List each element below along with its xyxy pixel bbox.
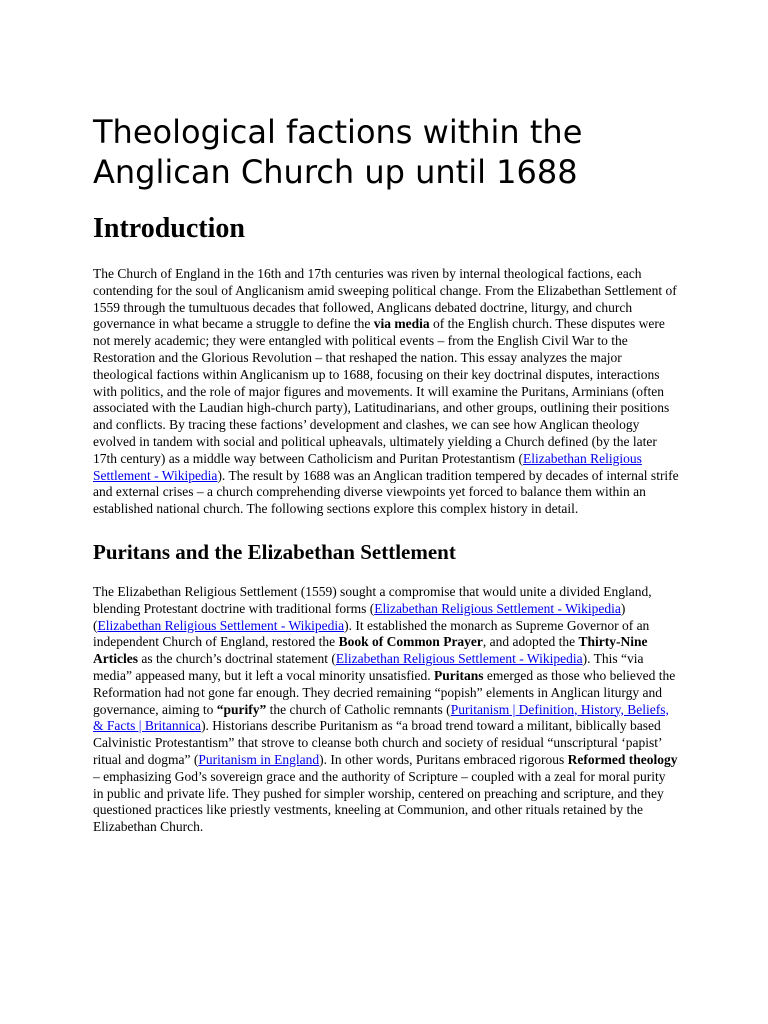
text-run: the church of Catholic remnants ( (266, 701, 451, 717)
bold-term: Puritans (434, 667, 484, 683)
text-run: ). It established the monarch as Supreme Governor of an independent Church of England, restored the (93, 617, 650, 650)
text-run: – emphasizing God’s sovereign grace and the authority of Scripture – coupled with a zeal for moral purity in public and private life. They pushed for simpler worship, centered on preaching and scripture, and they questioned practices like priestly vestments, kneeling at Communion, and other rituals retained by the Elizabethan Church. (93, 768, 666, 835)
text-run: The Elizabethan Religious Settlement (1559) sought a compromise that would unite a divided England, blending Protestant doctrine with traditional forms ( (93, 583, 652, 616)
text-run: ). This “via media” appeased many, but it left a vocal minority unsatisfied. (93, 651, 644, 683)
puritans-paragraph (93, 584, 679, 836)
text-run: ). The result by 1688 was an Anglican tradition tempered by decades of internal strife and external crises – a church comprehending diverse viewpoints yet forced to balance them within an established national church. The following sections explore this complex history in detail. (93, 467, 679, 517)
bold-term: Thirty-Nine Articles (93, 634, 648, 667)
bold-term: Book of Common Prayer (338, 634, 483, 650)
text-run: as the church’s doctrinal statement ( (137, 651, 336, 667)
citation-link[interactable]: Puritanism | Definition, History, Beliefs, & Facts | Britannica (93, 701, 669, 734)
text-run: emerged as those who believed the Reformation had not gone far enough. They decried remaining “popish” elements in Anglican liturgy and governance, aiming to (93, 667, 676, 717)
citation-link[interactable]: Elizabethan Religious Settlement - Wikipedia (97, 617, 345, 633)
text-run: The Church of England in the 16th and 17th centuries was riven by internal theological factions, each contending for the soul of Anglicanism amid sweeping political change. From the Elizabethan Settlement of 1559 through the tumultuous decades that followed, Anglicans debated doctrine, liturgy, and church governance in what became a struggle to define the (93, 266, 677, 332)
text-run: of the English church. These disputes were not merely academic; they were entangled with political events – from the English Civil War to the Restoration and the Glorious Revolution – that reshaped the nation. This essay analyzes the major theological factions within Anglicanism up to 1688, focusing on their key doctrinal disputes, interactions with politics, and the role of major figures and movements. It will examine the Puritans, Arminians (often associated with the Laudian high-church party), Latitudinarians, and other groups, outlining their positions and conflicts. By tracing these factions’ development and clashes, we can see how Anglican theology evolved in tandem with social and political upheavals, ultimately yielding a Church defined (by the later 17th century) as a middle way between Catholicism and Puritan Protestantism ( (93, 316, 670, 466)
citation-link[interactable]: Puritanism in England (198, 751, 320, 767)
text-run: ) ( (93, 600, 626, 633)
bold-term: Reformed theology (567, 751, 678, 767)
text-run: ). Historians describe Puritanism as “a broad trend toward a militant, biblically based Calvinistic Protestantism” that strove to cleanse both church and society of residual “unscriptural ‘papist’ ritual and dogma” ( (93, 718, 662, 767)
text-run: ). In other words, Puritans embraced rigorous (319, 751, 568, 767)
document-page (93, 112, 679, 836)
citation-link[interactable]: Elizabethan Religious Settlement - Wikipedia (93, 450, 642, 483)
document-title: Theological factions within the Anglican Church up until 1688 (93, 113, 583, 191)
introduction-paragraph (93, 266, 679, 518)
bold-term: “purify” (216, 701, 267, 717)
citation-link[interactable]: Elizabethan Religious Settlement - Wikipedia (335, 651, 583, 667)
puritans-heading: Puritans and the Elizabethan Settlement (93, 539, 456, 564)
text-run: , and adopted the (482, 634, 579, 650)
bold-term: via media (373, 316, 430, 332)
introduction-heading: Introduction (93, 213, 245, 244)
citation-link[interactable]: Elizabethan Religious Settlement - Wikipedia (374, 600, 621, 616)
